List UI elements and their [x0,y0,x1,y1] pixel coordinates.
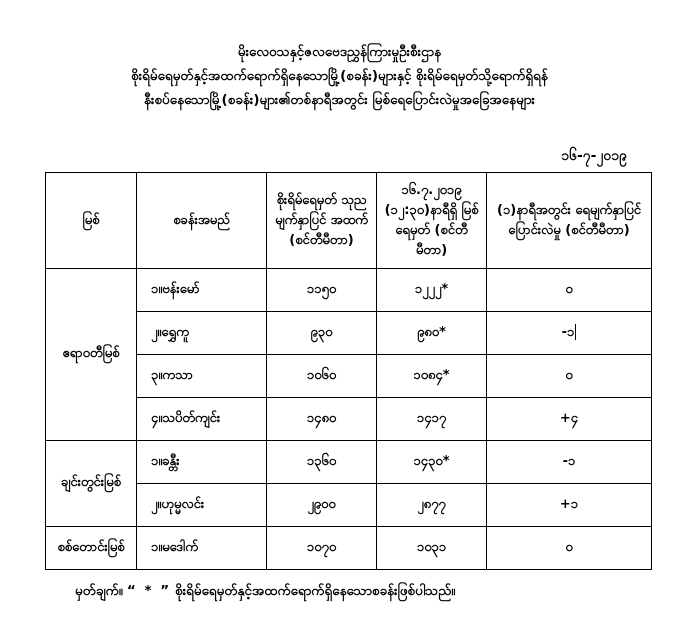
river-name: ချင်းတွင်းမြစ် [46,441,137,527]
text-cursor [575,324,576,340]
report-subtitle-line2: နီးစပ်နေသောမြို့(စခန်း)များ၏တစ်နာရီအတွင်း မြစ်ရေပြောင်းလဲမှုအခြေအနေများ [144,92,535,108]
station-name: ၁။မဒေါက် [137,527,267,570]
footnote-text: စိုးရိမ်ရေမှတ်နှင့်အထက်ရောက်ရှိနေသောစခန်းဖြစ်ပါသည်။ [175,583,456,599]
footnote-label: မှတ်ချက်။ [75,583,123,599]
department-title: မိုးလေဝသနှင့်ဇလဗေဒညွှန်ကြားမှုဦးစီးဌာန [237,44,442,60]
footnote-symbol: “ * ” [126,583,172,599]
current-level-value: ၁၂၂၂* [377,269,487,312]
current-level-value: ၉၈၀* [377,312,487,355]
header-station: စခန်းအမည် [137,173,267,269]
danger-level-value: ၉၃၀ [267,312,377,355]
change-cell[interactable] [487,312,652,355]
danger-level-value: ၂၉၀၀ [267,484,377,527]
station-name: ၂။ရွှေကူ [137,312,267,355]
danger-level-value: ၁၄၈၀ [267,398,377,441]
station-name: ၃။ကသာ [137,355,267,398]
change-value: ၀ [487,269,652,312]
station-name: ၁။ခန္တီး [137,441,267,484]
header-current-level: ၁၆.၇.၂၀၁၉ (၁၂:၃၀)နာရီရှိ မြစ်ရေမှတ် (စင်တီမီတာ) [377,173,487,269]
danger-level-value: ၁၃၆၀ [267,441,377,484]
station-name: ၂။ဟုမ္မလင်း [137,484,267,527]
table-row [46,527,652,570]
current-level-value: ၁၄၃၀* [377,441,487,484]
table-row [46,441,652,484]
current-level-value: ၁၀၃၁ [377,527,487,570]
change-value: +၁ [487,484,652,527]
change-value: -၁ [487,441,652,484]
change-value: -၁ [561,324,575,340]
table-header-row [46,173,652,269]
change-value: +၄ [487,398,652,441]
report-subtitle-line1: စိုးရိမ်ရေမှတ်နှင့်အထက်ရောက်ရှိနေသောမြို့(စခန်း)များနှင့် စိုးရိမ်ရေမှတ်သို့ရောက်ရှိရန် [131,68,548,84]
table-row [46,398,652,441]
header-danger-level: စိုးရိမ်ရေမှတ် သုညမျက်နှာပြင် အထက် (စင်တီမီတာ) [267,173,377,269]
station-name: ၁။ဗန်းမော် [137,269,267,312]
report-header [0,40,679,112]
change-value: ၀ [487,355,652,398]
danger-level-value: ၁၁၅၀ [267,269,377,312]
current-level-value: ၂၈၇၇ [377,484,487,527]
river-level-table [45,172,652,570]
header-hourly-change: (၁)နာရီအတွင်း ရေမျက်နှာပြင်ပြောင်းလဲမှု (စင်တီမီတာ) [487,173,652,269]
table-row [46,484,652,527]
current-level-value: ၁၄၁၇ [377,398,487,441]
river-name: စစ်တောင်းမြစ် [46,527,137,570]
table-row [46,269,652,312]
header-river: မြစ် [46,173,137,269]
table-row [46,355,652,398]
footnote [75,582,455,602]
current-level-value: ၁၀၈၄* [377,355,487,398]
station-name: ၄။သပိတ်ကျင်း [137,398,267,441]
change-value: ၀ [487,527,652,570]
river-name: ဧရာဝတီမြစ် [46,269,137,441]
danger-level-value: ၁၀၆၀ [267,355,377,398]
report-date: ၁၆-၇-၂၀၁၉ [561,148,627,164]
table-row [46,312,652,355]
danger-level-value: ၁၀၇၀ [267,527,377,570]
